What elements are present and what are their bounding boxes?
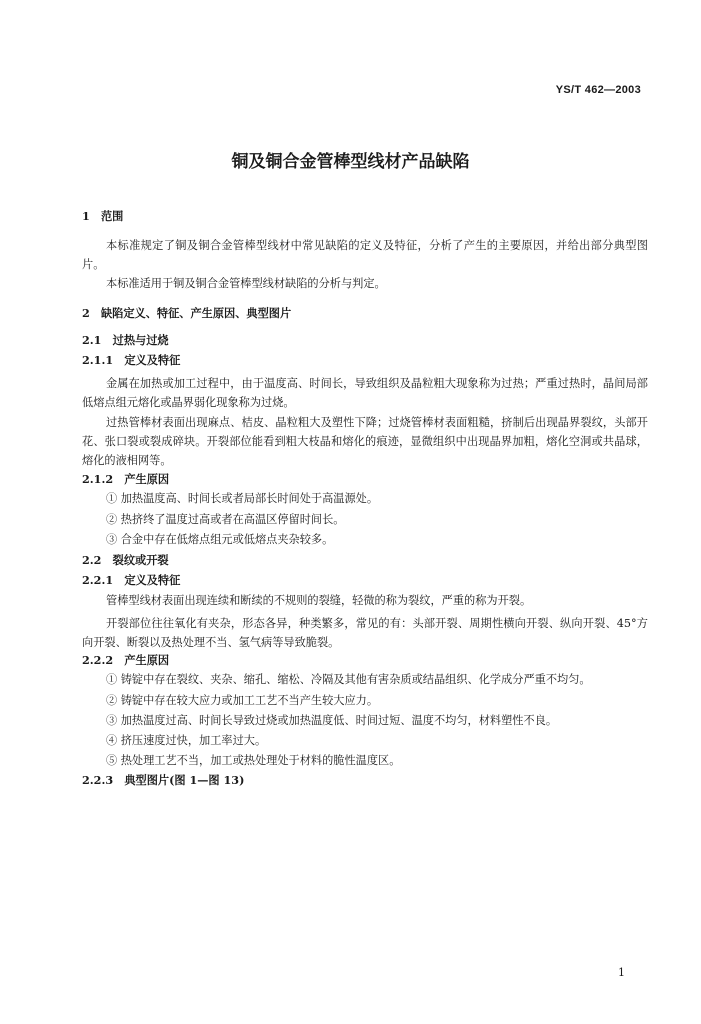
section-1-paragraph-1: 本标准规定了铜及铜合金管棒型线材中常见缺陷的定义及特征，分析了产生的主要原因，并给出部分典型图片。 [82,239,648,271]
list-item: ① 铸锭中存在裂纹、夹杂、缩孔、缩松、冷隔及其他有害杂质或结晶组织、化学成分严重不均匀。 [106,673,591,686]
section-2-1-heading: 2.1 过热与过烧 [82,333,169,347]
section-2-1-2-heading: 2.1.2 产生原因 [82,472,170,486]
list-item: ③ 加热温度过高、时间长导致过烧或加热温度低、时间过短、温度不均匀，材料塑性不良。 [106,714,558,727]
section-2-heading: 2 缺陷定义、特征、产生原因、典型图片 [82,306,292,320]
list-item: ① 加热温度高、时间长或者局部长时间处于高温源处。 [106,492,379,505]
section-2-1-1-paragraph-2: 过热管棒材表面出现麻点、桔皮、晶粒粗大及塑性下降；过烧管棒材表面粗糙，挤制后出现晶界裂纹，头部开花、张口裂或裂成碎块。开裂部位能看到粗大枝晶和熔化的痕迹，显微组织中出现晶界加粗，熔化空洞或共晶球，熔化的液相网等。 [82,416,648,467]
section-2-2-heading: 2.2 裂纹或开裂 [82,553,169,567]
list-item: ⑤ 热处理工艺不当，加工或热处理处于材料的脆性温度区。 [106,754,401,767]
standard-code: YS/T 462—2003 [555,84,641,96]
section-1-paragraph-2: 本标准适用于铜及铜合金管棒型线材缺陷的分析与判定。 [106,277,386,290]
section-2-2-1-paragraph-1: 管棒型线材表面出现连续和断续的不规则的裂缝，轻微的称为裂纹，严重的称为开裂。 [106,594,532,607]
section-2-1-1-paragraph-1: 金属在加热或加工过程中，由于温度高、时间长，导致组织及晶粒粗大现象称为过热；严重过热时，晶间局部低熔点组元熔化或晶界弱化现象称为过烧。 [82,377,648,409]
section-1-heading: 1 范围 [82,209,124,223]
section-2-2-1-paragraph-2: 开裂部位往往氧化有夹杂，形态各异，种类繁多，常见的有：头部开裂、周期性横向开裂、纵向开裂、45°方向开裂、断裂以及热处理不当、氢气病等导致脆裂。 [82,617,648,649]
section-2-2-1-heading: 2.2.1 定义及特征 [82,573,181,587]
document-title: 铜及铜合金管棒型线材产品缺陷 [231,152,470,172]
list-item: ② 铸锭中存在较大应力或加工工艺不当产生较大应力。 [106,694,379,707]
page-number: 1 [618,966,625,979]
list-item: ③ 合金中存在低熔点组元或低熔点夹杂较多。 [106,533,334,546]
section-2-1-1-heading: 2.1.1 定义及特征 [82,353,181,367]
list-item: ② 热挤终了温度过高或者在高温区停留时间长。 [106,513,345,526]
section-2-2-2-heading: 2.2.2 产生原因 [82,653,170,667]
list-item: ④ 挤压速度过快，加工率过大。 [106,734,267,747]
section-2-2-3-heading: 2.2.3 典型图片(图 1—图 13) [82,773,245,787]
